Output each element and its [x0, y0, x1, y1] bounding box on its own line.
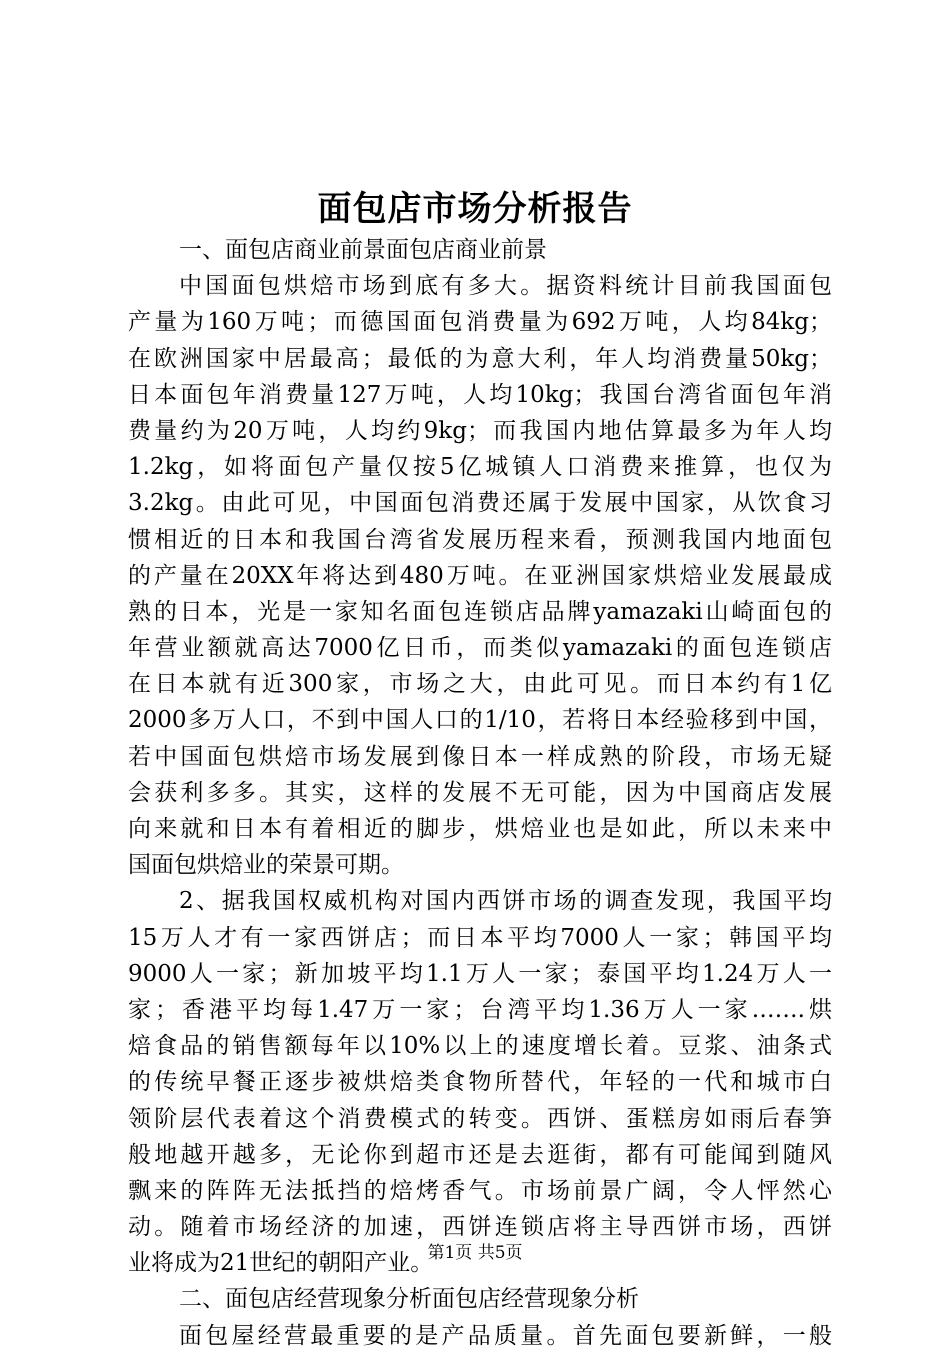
- paragraph-line: 国面包烘焙业的荣景可期。: [128, 852, 404, 879]
- paragraph-line: 焙食品的销售额每年以10%以上的速度增长着。豆浆、油条式: [128, 1033, 832, 1060]
- paragraph-line: 熟的日本，光是一家知名面包连锁店品牌yamazaki山崎面包的: [128, 598, 832, 625]
- paragraph-line: 3.2kg。由此可见，中国面包消费还属于发展中国家，从饮食习: [128, 490, 832, 517]
- paragraph-line: 在日本就有近300家，市场之大，由此可见。而日本约有1亿: [128, 671, 832, 698]
- paragraph-line: 面包屋经营最重要的是产品质量。首先面包要新鲜，一般: [179, 1322, 832, 1349]
- document-body: [128, 232, 832, 1354]
- paragraph-line: 般地越开越多，无论你到超市还是去逛街，都有可能闻到随风: [128, 1141, 832, 1168]
- paragraph-line: 向来就和日本有着相近的脚步，烘焙业也是如此，所以未来中: [128, 816, 832, 842]
- paragraph-line: 家；香港平均每1.47万一家；台湾平均1.36万人一家…….烘: [128, 996, 832, 1023]
- section-heading: 二、面包店经营现象分析面包店经营现象分析: [179, 1286, 639, 1313]
- paragraph-line: 日本面包年消费量127万吨，人均10kg；我国台湾省面包年消: [128, 381, 832, 408]
- page-footer: 第1页 共5页: [427, 1243, 523, 1263]
- paragraph-line: 15万人才有一家西饼店；而日本平均7000人一家；韩国平均: [128, 924, 832, 951]
- paragraph-line: 惯相近的日本和我国台湾省发展历程来看，预测我国内地面包: [128, 526, 832, 553]
- paragraph-line: 的传统早餐正逐步被烘焙类食物所替代，年轻的一代和城市白: [128, 1069, 832, 1096]
- paragraph-line: 中国面包烘焙市场到底有多大。据资料统计目前我国面包: [179, 273, 832, 300]
- paragraph-line: 1.2kg，如将面包产量仅按5亿城镇人口消费来推算，也仅为: [128, 454, 832, 481]
- paragraph-line: 费量约为20万吨，人均约9kg；而我国内地估算最多为年人均: [128, 417, 832, 444]
- paragraph-line: 业将成为21世纪的朝阳产业。: [128, 1250, 434, 1277]
- paragraph-line: 动。随着市场经济的加速，西饼连锁店将主导西饼市场，西饼: [128, 1214, 832, 1241]
- paragraph-line: 年营业额就高达7000亿日币，而类似yamazaki的面包连锁店: [128, 635, 832, 662]
- section-heading: 一、面包店商业前景面包店商业前景: [179, 237, 547, 263]
- paragraph-line: 9000人一家；新加坡平均1.1万人一家；泰国平均1.24万人一: [128, 960, 832, 987]
- paragraph-line: 产量为160万吨；而德国面包消费量为692万吨，人均84kg；: [128, 309, 832, 336]
- paragraph-line: 若中国面包烘焙市场发展到像日本一样成熟的阶段，市场无疑: [128, 743, 832, 770]
- paragraph-line: 的产量在20XX年将达到480万吨。在亚洲国家烘焙业发展最成: [128, 562, 832, 589]
- paragraph-line: 2、据我国权威机构对国内西饼市场的调查发现，我国平均: [179, 888, 832, 915]
- paragraph-line: 会获利多多。其实，这样的发展不无可能，因为中国商店发展: [128, 779, 832, 806]
- paragraph-line: 2000多万人口，不到中国人口的1/10，若将日本经验移到中国，: [128, 707, 832, 734]
- document-title: 面包店市场分析报告: [317, 189, 633, 229]
- paragraph-line: 飘来的阵阵无法抵挡的焙烤香气。市场前景广阔，令人怦然心: [128, 1177, 832, 1204]
- paragraph-line: 在欧洲国家中居最高；最低的为意大利，年人均消费量50kg；: [128, 345, 832, 372]
- paragraph-line: 领阶层代表着这个消费模式的转变。西饼、蛋糕房如雨后春笋: [128, 1105, 832, 1132]
